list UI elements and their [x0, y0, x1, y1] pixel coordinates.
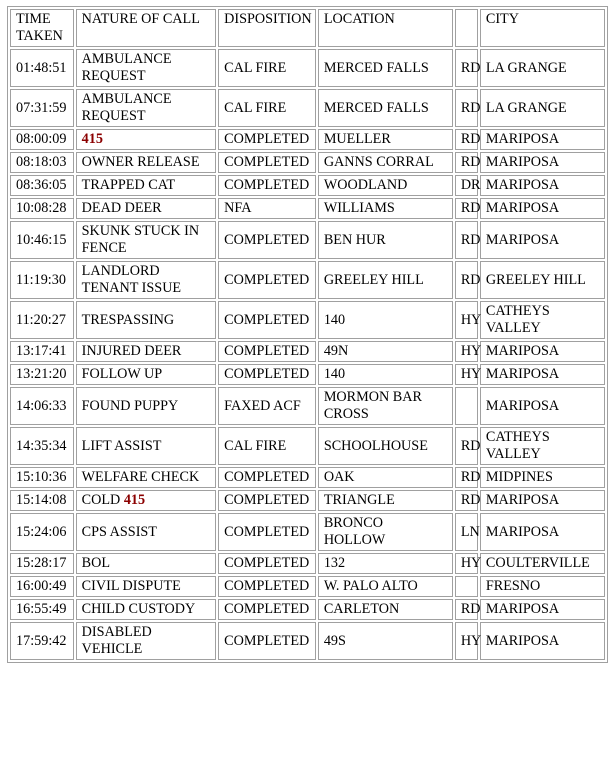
- nature-text: TRESPASSING: [81, 311, 175, 328]
- header-time: TIME TAKEN: [10, 9, 74, 47]
- nature-text: DISABLED VEHICLE: [81, 624, 156, 657]
- table-row: [10, 261, 605, 299]
- cell-nature: [76, 49, 216, 87]
- cell-nature: [76, 341, 216, 362]
- table-row: [10, 301, 605, 339]
- cell-location: W. PALO ALTO: [318, 576, 453, 597]
- table-row: [10, 622, 605, 660]
- cell-time: 15:14:08: [10, 490, 74, 511]
- table-row: [10, 364, 605, 385]
- cell-nature: [76, 129, 216, 150]
- cell-time: 08:18:03: [10, 152, 74, 173]
- cell-location: 49S: [318, 622, 453, 660]
- cell-nature: [76, 152, 216, 173]
- cell-city: MARIPOSA: [480, 599, 605, 620]
- cell-location: CARLETON: [318, 599, 453, 620]
- header-type: [455, 9, 478, 47]
- cell-city: MIDPINES: [480, 467, 605, 488]
- cell-city: GREELEY HILL: [480, 261, 605, 299]
- cell-nature: [76, 467, 216, 488]
- nature-text: AMBULANCE REQUEST: [81, 91, 176, 124]
- cell-nature: [76, 553, 216, 574]
- cell-type: HY: [455, 341, 478, 362]
- header-row: [10, 9, 605, 47]
- cell-disposition: COMPLETED: [218, 576, 316, 597]
- cell-city: MARIPOSA: [480, 152, 605, 173]
- cell-city: LA GRANGE: [480, 49, 605, 87]
- header-location: LOCATION: [318, 9, 453, 47]
- cell-location: GANNS CORRAL: [318, 152, 453, 173]
- cell-nature: [76, 261, 216, 299]
- nature-text: TRAPPED CAT: [81, 177, 176, 193]
- cell-disposition: COMPLETED: [218, 129, 316, 150]
- cell-city: MARIPOSA: [480, 198, 605, 219]
- cell-city: MARIPOSA: [480, 513, 605, 551]
- table-row: [10, 490, 605, 511]
- call-code: 415: [123, 492, 146, 508]
- cell-type: [455, 576, 478, 597]
- cell-type: [455, 387, 478, 425]
- table-row: [10, 198, 605, 219]
- table-row: [10, 427, 605, 465]
- cell-type: HY: [455, 301, 478, 339]
- cell-city: LA GRANGE: [480, 89, 605, 127]
- cell-location: OAK: [318, 467, 453, 488]
- cell-disposition: COMPLETED: [218, 221, 316, 259]
- table-row: [10, 387, 605, 425]
- cell-time: 15:24:06: [10, 513, 74, 551]
- nature-text: SKUNK STUCK IN FENCE: [81, 223, 203, 256]
- cell-time: 01:48:51: [10, 49, 74, 87]
- call-log-table: [7, 6, 608, 663]
- nature-text: COLD: [81, 492, 124, 508]
- nature-text: INJURED DEER: [81, 343, 182, 359]
- cell-city: MARIPOSA: [480, 364, 605, 385]
- nature-text: FOLLOW UP: [81, 366, 163, 382]
- table-row: [10, 513, 605, 551]
- cell-disposition: COMPLETED: [218, 301, 316, 339]
- cell-city: MARIPOSA: [480, 341, 605, 362]
- cell-location: BRONCO HOLLOW: [318, 513, 453, 551]
- cell-city: MARIPOSA: [480, 622, 605, 660]
- cell-time: 08:00:09: [10, 129, 74, 150]
- cell-time: 16:55:49: [10, 599, 74, 620]
- table-row: [10, 175, 605, 196]
- cell-location: MERCED FALLS: [318, 89, 453, 127]
- cell-city: MARIPOSA: [480, 387, 605, 425]
- cell-type: HY: [455, 553, 478, 574]
- cell-location: WILLIAMS: [318, 198, 453, 219]
- cell-disposition: FAXED ACF: [218, 387, 316, 425]
- cell-location: MORMON BAR CROSS: [318, 387, 453, 425]
- header-disposition: DISPOSITION: [218, 9, 316, 47]
- cell-city: MARIPOSA: [480, 175, 605, 196]
- nature-text: CIVIL DISPUTE: [81, 578, 181, 594]
- cell-disposition: COMPLETED: [218, 622, 316, 660]
- table-body: [10, 49, 605, 660]
- cell-type: RD: [455, 89, 478, 127]
- cell-disposition: COMPLETED: [218, 364, 316, 385]
- cell-disposition: CAL FIRE: [218, 427, 316, 465]
- cell-nature: [76, 364, 216, 385]
- cell-location: 140: [318, 301, 453, 339]
- cell-disposition: CAL FIRE: [218, 89, 316, 127]
- cell-type: DR: [455, 175, 478, 196]
- cell-time: 10:08:28: [10, 198, 74, 219]
- cell-location: BEN HUR: [318, 221, 453, 259]
- cell-location: MUELLER: [318, 129, 453, 150]
- cell-city: MARIPOSA: [480, 490, 605, 511]
- header-city: CITY: [480, 9, 605, 47]
- cell-time: 08:36:05: [10, 175, 74, 196]
- cell-nature: [76, 387, 216, 425]
- cell-time: 13:17:41: [10, 341, 74, 362]
- cell-disposition: COMPLETED: [218, 175, 316, 196]
- table-row: [10, 599, 605, 620]
- cell-location: SCHOOLHOUSE: [318, 427, 453, 465]
- cell-type: HY: [455, 622, 478, 660]
- cell-location: MERCED FALLS: [318, 49, 453, 87]
- cell-location: 140: [318, 364, 453, 385]
- cell-time: 16:00:49: [10, 576, 74, 597]
- cell-city: CATHEYS VALLEY: [480, 427, 605, 465]
- cell-nature: [76, 89, 216, 127]
- nature-text: WELFARE CHECK: [81, 469, 200, 485]
- table-row: [10, 553, 605, 574]
- cell-disposition: COMPLETED: [218, 467, 316, 488]
- cell-nature: [76, 513, 216, 551]
- cell-city: MARIPOSA: [480, 221, 605, 259]
- cell-type: RD: [455, 490, 478, 511]
- cell-disposition: COMPLETED: [218, 513, 316, 551]
- table-row: [10, 467, 605, 488]
- table-row: [10, 152, 605, 173]
- nature-text: BOL: [81, 555, 111, 571]
- nature-text: LANDLORD TENANT ISSUE: [81, 263, 182, 296]
- table-row: [10, 129, 605, 150]
- table-row: [10, 89, 605, 127]
- nature-text: CPS ASSIST: [81, 523, 157, 540]
- cell-city: CATHEYS VALLEY: [480, 301, 605, 339]
- cell-nature: [76, 576, 216, 597]
- cell-time: 10:46:15: [10, 221, 74, 259]
- nature-text: AMBULANCE REQUEST: [81, 51, 176, 84]
- header-nature: NATURE OF CALL: [76, 9, 216, 47]
- cell-type: RD: [455, 427, 478, 465]
- cell-type: RD: [455, 129, 478, 150]
- cell-type: RD: [455, 261, 478, 299]
- cell-type: RD: [455, 49, 478, 87]
- cell-nature: [76, 599, 216, 620]
- cell-location: 49N: [318, 341, 453, 362]
- cell-disposition: COMPLETED: [218, 490, 316, 511]
- cell-nature: [76, 490, 216, 511]
- cell-location: GREELEY HILL: [318, 261, 453, 299]
- cell-disposition: COMPLETED: [218, 152, 316, 173]
- cell-type: RD: [455, 152, 478, 173]
- table-row: [10, 576, 605, 597]
- cell-type: RD: [455, 198, 478, 219]
- cell-time: 14:35:34: [10, 427, 74, 465]
- cell-nature: [76, 175, 216, 196]
- cell-disposition: COMPLETED: [218, 341, 316, 362]
- cell-type: HY: [455, 364, 478, 385]
- cell-time: 11:20:27: [10, 301, 74, 339]
- cell-disposition: COMPLETED: [218, 261, 316, 299]
- nature-text: CHILD CUSTODY: [81, 601, 196, 617]
- cell-disposition: COMPLETED: [218, 599, 316, 620]
- cell-disposition: NFA: [218, 198, 316, 219]
- nature-text: LIFT ASSIST: [81, 437, 162, 454]
- cell-disposition: COMPLETED: [218, 553, 316, 574]
- cell-city: COULTERVILLE: [480, 553, 605, 574]
- cell-nature: [76, 198, 216, 219]
- call-code: 415: [81, 131, 103, 147]
- nature-text: DEAD DEER: [81, 200, 162, 216]
- cell-nature: [76, 221, 216, 259]
- cell-city: FRESNO: [480, 576, 605, 597]
- cell-time: 14:06:33: [10, 387, 74, 425]
- cell-type: RD: [455, 221, 478, 259]
- cell-time: 11:19:30: [10, 261, 74, 299]
- cell-type: RD: [455, 467, 478, 488]
- cell-time: 13:21:20: [10, 364, 74, 385]
- cell-time: 17:59:42: [10, 622, 74, 660]
- cell-type: LN: [455, 513, 478, 551]
- nature-text: OWNER RELEASE: [81, 154, 200, 170]
- cell-disposition: CAL FIRE: [218, 49, 316, 87]
- cell-location: 132: [318, 553, 453, 574]
- cell-time: 07:31:59: [10, 89, 74, 127]
- table-row: [10, 341, 605, 362]
- cell-location: WOODLAND: [318, 175, 453, 196]
- nature-text: FOUND PUPPY: [81, 397, 179, 414]
- cell-time: 15:28:17: [10, 553, 74, 574]
- table-row: [10, 49, 605, 87]
- cell-nature: [76, 427, 216, 465]
- cell-type: RD: [455, 599, 478, 620]
- table-row: [10, 221, 605, 259]
- cell-city: MARIPOSA: [480, 129, 605, 150]
- cell-location: TRIANGLE: [318, 490, 453, 511]
- cell-nature: [76, 301, 216, 339]
- cell-nature: [76, 622, 216, 660]
- cell-time: 15:10:36: [10, 467, 74, 488]
